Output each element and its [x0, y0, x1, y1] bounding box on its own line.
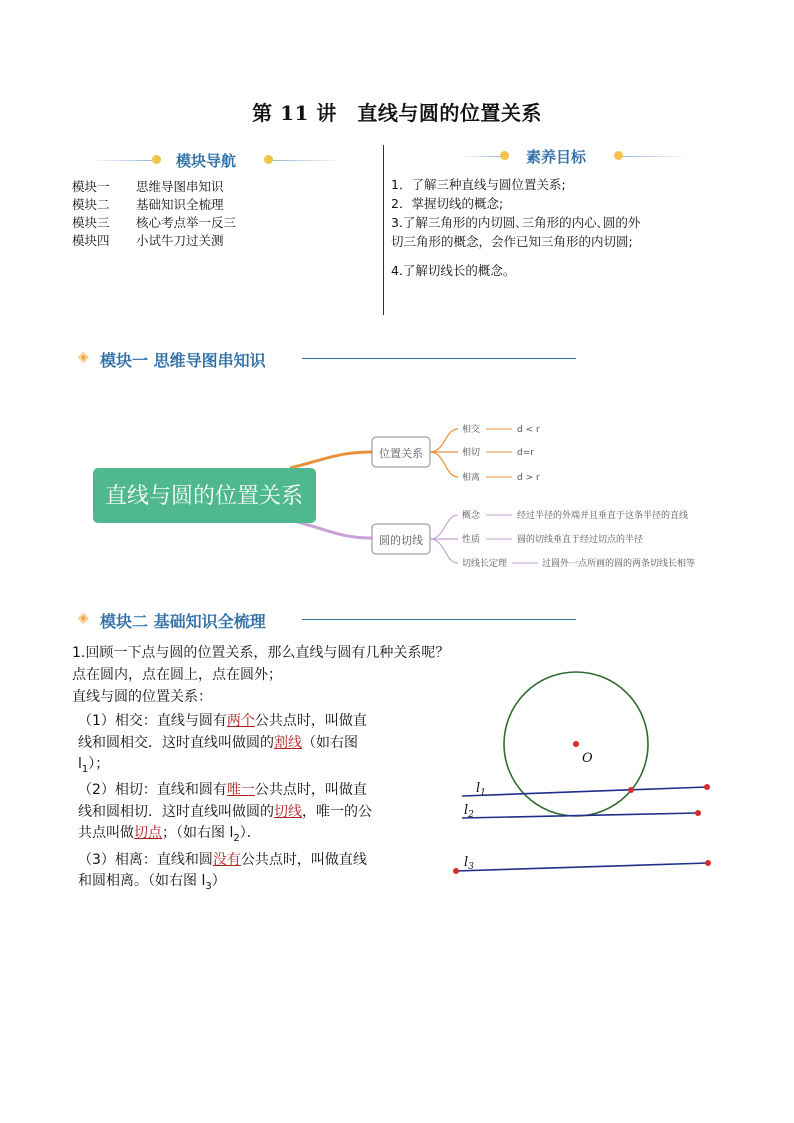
mindmap-leaf-value: 过圆外一点所画的圆的两条切线长相等	[542, 559, 696, 569]
branch2-fan	[430, 515, 458, 563]
answer-underline: 割线	[274, 734, 302, 751]
text-line: 点在圆内，点在圆上，点在圆外；	[72, 667, 282, 683]
branch1-fan	[430, 429, 458, 477]
text-run: ，唯一的公	[302, 803, 372, 820]
point-l2-end[interactable]	[695, 810, 701, 816]
line-l1	[462, 787, 707, 796]
text-line: 直线与圆的位置关系：	[72, 689, 212, 705]
nav-header-line-right	[273, 160, 343, 161]
goals-heading: 素养目标	[526, 148, 587, 166]
circle-line-figure	[440, 668, 730, 883]
goals-list	[391, 175, 641, 280]
nav-item[interactable]	[72, 196, 236, 214]
subscript: 3	[205, 880, 212, 892]
goal-item: 1．了解三种直线与圆位置关系;	[391, 177, 566, 192]
goals-header-line-left	[460, 156, 500, 157]
answer-underline: 唯一	[226, 782, 255, 799]
text-run: （1）相交：直线与圆有	[78, 713, 227, 729]
nav-item[interactable]	[72, 232, 236, 250]
text-run: l	[78, 756, 82, 772]
mindmap-branch2-label: 圆的切线	[379, 534, 423, 547]
goals-header	[400, 142, 700, 170]
text-run: 线和圆相切．这时直线叫做圆的	[78, 803, 274, 820]
nav-item-label: 核心考点举一反三	[136, 215, 237, 230]
mindmap-leaf-value: d > r	[517, 473, 540, 483]
text-run: ）．	[239, 825, 261, 842]
label-l1: $l_1$	[476, 781, 486, 798]
case-separate	[78, 850, 418, 898]
diamond-icon: ◈	[78, 349, 89, 365]
line-l3	[456, 863, 708, 871]
nav-dot-left-icon	[152, 155, 161, 164]
text-run: 和圆相离。（如右图 l	[78, 873, 206, 890]
module2-title: 模块二 基础知识全梳理	[100, 612, 266, 631]
module2-rule	[302, 619, 576, 620]
center-label: O	[582, 751, 593, 766]
answer-underline: 切点	[134, 825, 162, 842]
nav-header-line-left	[90, 160, 152, 161]
mindmap-leaf-name: 性质	[462, 535, 481, 545]
nav-header	[72, 146, 372, 174]
nav-item-key: 模块三	[72, 215, 110, 230]
nav-dot-right-icon	[264, 155, 273, 164]
mindmap-leaf-name: 相切	[462, 448, 481, 458]
text-run: 公共点时，叫做直	[254, 713, 367, 729]
text-run: 公共点时，叫做直	[254, 782, 367, 799]
page-title: 第 11 讲 直线与圆的位置关系	[252, 101, 542, 125]
nav-item[interactable]	[72, 178, 236, 196]
subscript: 2	[233, 833, 240, 845]
nav-heading: 模块导航	[176, 152, 237, 170]
mindmap-leaf-value: 圆的切线垂直于经过切点的半径	[517, 535, 644, 545]
module1-header	[78, 347, 598, 371]
module1-title: 模块一 思维导图串知识	[100, 351, 266, 370]
goal-item: 2．掌握切线的概念;	[391, 196, 504, 211]
mindmap-leaf-value: d < r	[517, 425, 540, 435]
line-l2	[462, 813, 698, 818]
module2-header	[78, 608, 598, 632]
mindmap-leaf-name: 概念	[462, 511, 481, 521]
subscript: 1	[81, 763, 89, 775]
mindmap-leaf-value: d=r	[517, 448, 534, 458]
nav-item-key: 模块二	[72, 197, 110, 212]
label-l2: $l_2$	[464, 803, 474, 820]
text-run: （2）相切：直线和圆有	[78, 782, 227, 799]
point-intersection[interactable]	[628, 787, 634, 793]
nav-item-label: 小试牛刀过关测	[136, 233, 224, 248]
text-run: 公共点时，叫做直线	[240, 851, 367, 868]
nav-item-key: 模块四	[72, 233, 110, 248]
goals-header-line-right	[623, 156, 689, 157]
text-run: 共点叫做	[78, 825, 134, 842]
mindmap-branch1-label: 位置关系	[379, 447, 423, 460]
nav-item[interactable]	[72, 214, 236, 232]
text-run: ；（如右图 l	[162, 825, 234, 842]
mindmap-leaf-name: 相交	[462, 425, 481, 435]
goals-dot-right-icon	[614, 151, 623, 160]
text-run: （如右图	[302, 734, 358, 751]
nav-item-label: 基础知识全梳理	[136, 197, 224, 212]
mindmap-leaf-name: 切线长定理	[462, 559, 508, 569]
case-tangent	[78, 780, 418, 849]
connector-branch1	[290, 452, 372, 468]
column-divider	[383, 145, 384, 315]
diamond-icon: ◈	[78, 610, 89, 626]
text-run: （3）相离：直线和圆	[78, 851, 213, 868]
nav-item-label: 思维导图串知识	[136, 179, 224, 194]
question-line: 1.回顾一下点与圆的位置关系，那么直线与圆有几种关系呢？	[72, 645, 450, 661]
text-run: 线和圆相交．这时直线叫做圆的	[78, 734, 274, 751]
goal-item: 4.了解切线长的概念。	[391, 263, 516, 278]
nav-list	[72, 178, 236, 250]
text-run: ）；	[88, 756, 110, 772]
mindmap-leaf-name: 相离	[462, 473, 481, 483]
goal-item: 3.了解三角形的内切圆､三角形的内心､圆的外切三角形的概念，会作已知三角形的内切圆;	[391, 215, 641, 249]
module1-rule	[302, 358, 576, 359]
nav-item-key: 模块一	[72, 179, 110, 194]
answer-underline: 没有	[212, 851, 241, 868]
answer-underline: 切线	[274, 803, 302, 820]
point-l1-end[interactable]	[704, 784, 710, 790]
mindmap-root-label: 直线与圆的位置关系	[104, 484, 304, 509]
content-cases	[78, 711, 418, 897]
center-point[interactable]	[573, 741, 579, 747]
case-intersect	[78, 711, 418, 780]
answer-underline: 两个	[226, 713, 255, 729]
goals-dot-left-icon	[500, 151, 509, 160]
text-run: ）	[211, 873, 226, 890]
mindmap-leaf-value: 经过半径的外端并且垂直于这条半径的直线	[517, 511, 689, 521]
label-l3: $l_3$	[464, 855, 474, 872]
point-l3-end[interactable]	[705, 860, 711, 866]
mindmap	[0, 400, 794, 590]
point-l3-start[interactable]	[453, 868, 459, 874]
